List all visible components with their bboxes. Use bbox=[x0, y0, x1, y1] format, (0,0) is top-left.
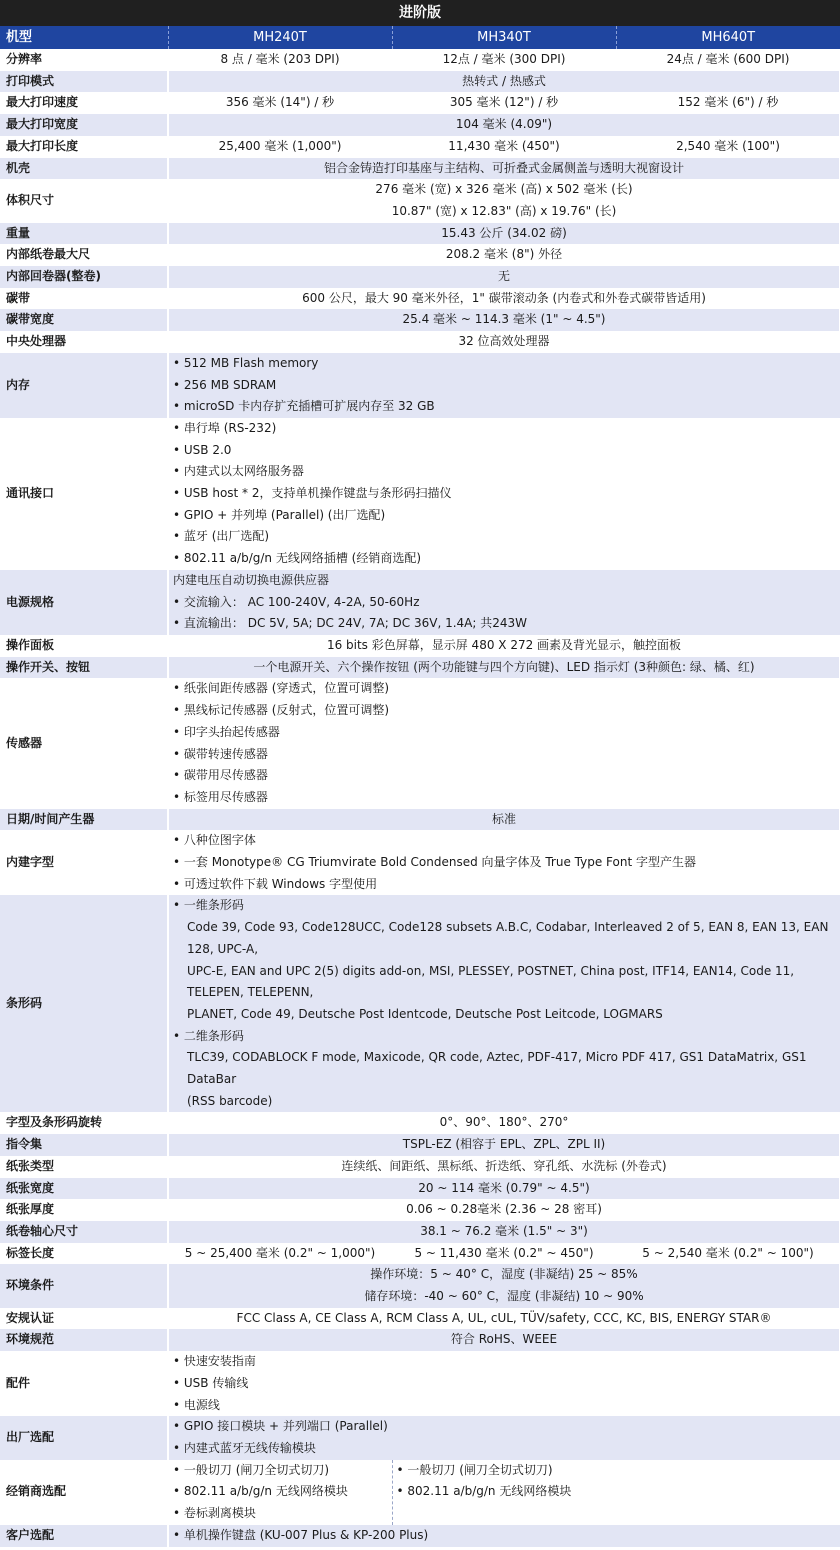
row-label: 体积尺寸 bbox=[0, 179, 168, 222]
list-item: • 印字头抬起传感器 bbox=[173, 724, 280, 739]
row-label: 指令集 bbox=[0, 1134, 168, 1156]
list-item: • 单机操作键盘 (KU-007 Plus & KP-200 Plus) bbox=[173, 1527, 429, 1542]
cell-value: 5 ~ 2,540 毫米 (0.2" ~ 100") bbox=[616, 1243, 840, 1265]
cell-value: TSPL-EZ (相容于 EPL、ZPL、ZPL II) bbox=[168, 1134, 840, 1156]
cell-value: 32 位高效处理器 bbox=[168, 331, 840, 353]
cell-value: 5 ~ 25,400 毫米 (0.2" ~ 1,000") bbox=[168, 1243, 392, 1265]
row-label: 打印模式 bbox=[0, 71, 168, 93]
cell-value: 铝合金铸造打印基座与主结构、可折叠式金属侧盖与透明大视窗设计 bbox=[168, 158, 840, 180]
row-label: 纸张类型 bbox=[0, 1156, 168, 1178]
row-ribbon-width bbox=[0, 309, 840, 331]
row-panel bbox=[0, 635, 840, 657]
row-barcode bbox=[0, 895, 840, 1112]
list-item: • GPIO + 并列埠 (Parallel) (出厂选配) bbox=[173, 507, 386, 522]
cell-value: 2,540 毫米 (100") bbox=[616, 136, 840, 158]
row-label: 最大打印长度 bbox=[0, 136, 168, 158]
row-core bbox=[0, 1221, 840, 1243]
cell-value: 无 bbox=[168, 266, 840, 288]
cell-value: 12点 / 毫米 (300 DPI) bbox=[392, 49, 616, 71]
row-label: 日期/时间产生器 bbox=[0, 809, 168, 831]
spec-table bbox=[0, 26, 840, 1547]
row-label: 安规认证 bbox=[0, 1308, 168, 1330]
barcode-1d-line: PLANET, Code 49, Deutsche Post Identcode, Deutsche Post Leitcode, LOGMARS bbox=[187, 1006, 663, 1021]
list-item: • 碳带用尽传感器 bbox=[173, 768, 268, 783]
cell-value bbox=[168, 1264, 840, 1307]
row-label: 操作开关、按钮 bbox=[0, 657, 168, 679]
row-label: 标签长度 bbox=[0, 1243, 168, 1265]
barcode-1d-line: UPC-E, EAN and UPC 2(5) digits add-on, MSI, PLESSEY, POSTNET, China post, ITF14, EAN14, Code 11, TELEPEN, TELEPENN, bbox=[187, 963, 795, 1000]
list-item: • 串行埠 (RS-232) bbox=[173, 420, 277, 435]
row-label: 重量 bbox=[0, 223, 168, 245]
row-label: 配件 bbox=[0, 1351, 168, 1416]
list-item: • 内建式蓝牙无线传输模块 bbox=[173, 1441, 316, 1455]
list-item: • 802.11 a/b/g/n 无线网络模块 bbox=[396, 1484, 572, 1499]
row-ribbon bbox=[0, 288, 840, 310]
cell-list bbox=[168, 895, 840, 1112]
list-item: 内建电压自动切换电源供应器 bbox=[173, 572, 330, 587]
row-max-speed bbox=[0, 92, 840, 114]
list-item: • 802.11 a/b/g/n 无线网络模块 bbox=[173, 1484, 348, 1499]
model-3: MH640T bbox=[616, 26, 840, 49]
row-weight bbox=[0, 223, 840, 245]
list-item: • USB host * 2，支持单机操作键盘与条形码扫描仪 bbox=[173, 486, 452, 501]
list-item: • 黑线标记传感器 (反射式，位置可调整) bbox=[173, 703, 390, 718]
row-power bbox=[0, 570, 840, 635]
barcode-1d-line: Code 39, Code 93, Code128UCC, Code128 subsets A.B.C, Codabar, Interleaved 2 of 5, EAN 8, EAN 13, EAN 128, UPC-A, bbox=[187, 920, 829, 956]
row-environment bbox=[0, 1264, 840, 1307]
row-label: 环境规范 bbox=[0, 1329, 168, 1351]
header-label: 机型 bbox=[0, 26, 168, 49]
row-label: 碳带 bbox=[0, 288, 168, 310]
cell-list bbox=[392, 1460, 840, 1525]
row-label: 纸张宽度 bbox=[0, 1178, 168, 1200]
cell-list bbox=[168, 570, 840, 635]
list-item: • GPIO 接口模块 + 并列端口 (Parallel) bbox=[173, 1419, 388, 1434]
cell-value: 38.1 ~ 76.2 毫米 (1.5" ~ 3") bbox=[168, 1221, 840, 1243]
row-label: 内建字型 bbox=[0, 830, 168, 895]
cell-list bbox=[168, 418, 840, 570]
row-label: 碳带宽度 bbox=[0, 309, 168, 331]
cell-value: 0.06 ~ 0.28毫米 (2.36 ~ 28 密耳) bbox=[168, 1199, 840, 1221]
list-item: • 蓝牙 (出厂选配) bbox=[173, 529, 270, 544]
row-buttons bbox=[0, 657, 840, 679]
row-label: 内部纸卷最大尺 bbox=[0, 244, 168, 266]
row-label: 机壳 bbox=[0, 158, 168, 180]
row-max-width bbox=[0, 114, 840, 136]
row-factory-options bbox=[0, 1416, 840, 1459]
cell-value: FCC Class A, CE Class A, RCM Class A, UL, cUL, TÜV/safety, CCC, KC, BIS, ENERGY STAR® bbox=[168, 1308, 840, 1330]
row-rotation bbox=[0, 1112, 840, 1134]
row-rewinder bbox=[0, 266, 840, 288]
cell-value: 连续纸、间距纸、黑标纸、折迭纸、穿孔纸、水洗标 (外卷式) bbox=[168, 1156, 840, 1178]
list-item: • 快速安装指南 bbox=[173, 1354, 256, 1369]
row-label: 内存 bbox=[0, 353, 168, 418]
row-accessories bbox=[0, 1351, 840, 1416]
row-cpu bbox=[0, 331, 840, 353]
list-item: • 可透过软件下载 Windows 字型使用 bbox=[173, 876, 378, 891]
cell-value: 25.4 毫米 ~ 114.3 毫米 (1" ~ 4.5") bbox=[168, 309, 840, 331]
row-label: 出厂选配 bbox=[0, 1416, 168, 1459]
cell-value: 104 毫米 (4.09") bbox=[168, 114, 840, 136]
list-item: • 标签用尽传感器 bbox=[173, 789, 268, 804]
dimension-metric: 276 毫米 (宽) x 326 毫米 (高) x 502 毫米 (长) bbox=[375, 182, 633, 197]
row-label: 字型及条形码旋转 bbox=[0, 1112, 168, 1134]
cell-value: 符合 RoHS、WEEE bbox=[168, 1329, 840, 1351]
table-header bbox=[0, 26, 840, 49]
row-media-type bbox=[0, 1156, 840, 1178]
cell-value: 305 毫米 (12") / 秒 bbox=[392, 92, 616, 114]
cell-value: 152 毫米 (6") / 秒 bbox=[616, 92, 840, 114]
row-label: 内部回卷器(整卷) bbox=[0, 266, 168, 288]
row-interface bbox=[0, 418, 840, 570]
cell-list bbox=[168, 353, 840, 418]
list-item: • 直流输出： DC 5V, 5A; DC 24V, 7A; DC 36V, 1.4A; 共243W bbox=[173, 616, 528, 631]
row-rtc bbox=[0, 809, 840, 831]
barcode-2d-line: TLC39, CODABLOCK F mode, Maxicode, QR code, Aztec, PDF-417, Micro PDF 417, GS1 DataMatrix, GS1 DataBar bbox=[187, 1050, 807, 1087]
row-fonts bbox=[0, 830, 840, 895]
list-item: • 一套 Monotype® CG Triumvirate Bold Condensed 向量字体及 True Type Font 字型产生器 bbox=[173, 855, 696, 870]
list-item: • 交流输入： AC 100-240V, 4-2A, 50-60Hz bbox=[173, 594, 420, 609]
row-max-length bbox=[0, 136, 840, 158]
row-housing bbox=[0, 158, 840, 180]
cell-value: 356 毫米 (14") / 秒 bbox=[168, 92, 392, 114]
row-memory bbox=[0, 353, 840, 418]
cell-value: 16 bits 彩色屏幕，显示屏 480 X 272 画素及背光显示，触控面板 bbox=[168, 635, 840, 657]
list-item: • 802.11 a/b/g/n 无线网络插槽 (经销商选配) bbox=[173, 551, 422, 566]
list-item: • USB 2.0 bbox=[173, 442, 232, 457]
row-dimensions bbox=[0, 179, 840, 222]
cell-list bbox=[168, 1460, 392, 1525]
row-print-mode bbox=[0, 71, 840, 93]
cell-list bbox=[168, 1525, 840, 1547]
cell-value: 25,400 毫米 (1,000") bbox=[168, 136, 392, 158]
row-label: 客户选配 bbox=[0, 1525, 168, 1547]
cell-value: 5 ~ 11,430 毫米 (0.2" ~ 450") bbox=[392, 1243, 616, 1265]
cell-value: 15.43 公斤 (34.02 磅) bbox=[168, 223, 840, 245]
row-label: 最大打印宽度 bbox=[0, 114, 168, 136]
storage-env: 储存环境：-40 ~ 60° C，湿度 (非凝结) 10 ~ 90% bbox=[364, 1289, 644, 1304]
list-item: • 内建式以太网络服务器 bbox=[173, 464, 304, 479]
cell-list bbox=[168, 1351, 840, 1416]
cell-list bbox=[168, 1416, 840, 1459]
row-label: 分辨率 bbox=[0, 49, 168, 71]
row-label: 中央处理器 bbox=[0, 331, 168, 353]
row-safety bbox=[0, 1308, 840, 1330]
row-label: 最大打印速度 bbox=[0, 92, 168, 114]
row-label: 操作面板 bbox=[0, 635, 168, 657]
list-item: • 512 MB Flash memory bbox=[173, 355, 319, 370]
cell-value: 208.2 毫米 (8") 外径 bbox=[168, 244, 840, 266]
cell-value: 20 ~ 114 毫米 (0.79" ~ 4.5") bbox=[168, 1178, 840, 1200]
cell-value: 热转式 / 热感式 bbox=[168, 71, 840, 93]
page-title: 进阶版 bbox=[0, 0, 840, 26]
list-item: • 一维条形码 bbox=[173, 898, 244, 913]
cell-value: 标准 bbox=[168, 809, 840, 831]
row-label: 传感器 bbox=[0, 678, 168, 808]
row-media-thickness bbox=[0, 1199, 840, 1221]
row-user-options bbox=[0, 1525, 840, 1547]
row-sensors bbox=[0, 678, 840, 808]
row-label-length bbox=[0, 1243, 840, 1265]
row-media-width bbox=[0, 1178, 840, 1200]
operating-env: 操作环境：5 ~ 40° C，湿度 (非凝结) 25 ~ 85% bbox=[370, 1267, 638, 1282]
list-item: • 电源线 bbox=[173, 1397, 220, 1412]
list-item: • 一般切刀 (闸刀全切式切刀) bbox=[396, 1462, 553, 1477]
cell-list bbox=[168, 830, 840, 895]
cell-value: 11,430 毫米 (450") bbox=[392, 136, 616, 158]
row-resolution bbox=[0, 49, 840, 71]
row-env-std bbox=[0, 1329, 840, 1351]
row-label: 经销商选配 bbox=[0, 1460, 168, 1525]
row-label: 条形码 bbox=[0, 895, 168, 1112]
list-item: • USB 传输线 bbox=[173, 1375, 249, 1390]
cell-list bbox=[168, 678, 840, 808]
list-item: • 一般切刀 (闸刀全切式切刀) bbox=[173, 1462, 330, 1477]
cell-value: 24点 / 毫米 (600 DPI) bbox=[616, 49, 840, 71]
list-item: • 二维条形码 bbox=[173, 1028, 244, 1043]
cell-value bbox=[168, 179, 840, 222]
row-label: 纸张厚度 bbox=[0, 1199, 168, 1221]
row-label: 纸卷轴心尺寸 bbox=[0, 1221, 168, 1243]
model-1: MH240T bbox=[168, 26, 392, 49]
cell-value: 8 点 / 毫米 (203 DPI) bbox=[168, 49, 392, 71]
barcode-2d-line: (RSS barcode) bbox=[187, 1093, 273, 1108]
cell-value: 一个电源开关、六个操作按钮 (两个功能键与四个方向键)、LED 指示灯 (3种颜色: 绿、橘、红) bbox=[168, 657, 840, 679]
list-item: • 碳带转速传感器 bbox=[173, 746, 268, 761]
row-roll-size bbox=[0, 244, 840, 266]
list-item: • 256 MB SDRAM bbox=[173, 377, 277, 392]
dimension-imperial: 10.87" (宽) x 12.83" (高) x 19.76" (长) bbox=[391, 203, 617, 218]
cell-value: 600 公尺，最大 90 毫米外径，1" 碳带滚动条 (内卷式和外卷式碳带皆适用) bbox=[168, 288, 840, 310]
list-item: • 八种位图字体 bbox=[173, 833, 256, 848]
model-2: MH340T bbox=[392, 26, 616, 49]
row-label: 电源规格 bbox=[0, 570, 168, 635]
row-dealer-options bbox=[0, 1460, 840, 1525]
list-item: • 卷标剥离模块 bbox=[173, 1506, 256, 1521]
row-command bbox=[0, 1134, 840, 1156]
row-label: 环境条件 bbox=[0, 1264, 168, 1307]
cell-value: 0°、90°、180°、270° bbox=[168, 1112, 840, 1134]
row-label: 通讯接口 bbox=[0, 418, 168, 570]
list-item: • 纸张间距传感器 (穿透式，位置可调整) bbox=[173, 681, 390, 696]
list-item: • microSD 卡内存扩充插槽可扩展内存至 32 GB bbox=[173, 399, 435, 414]
